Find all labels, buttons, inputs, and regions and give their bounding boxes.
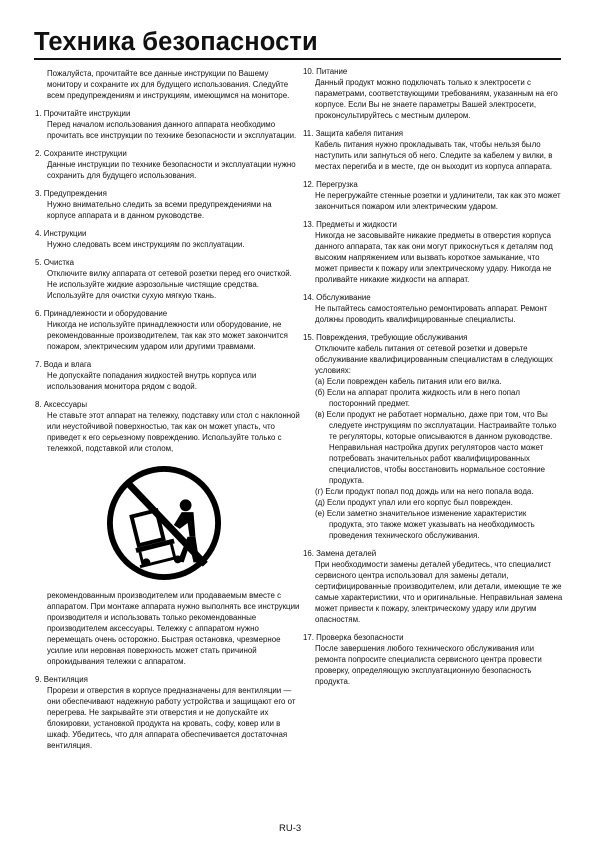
section-title: 13. Предметы и жидкости	[303, 220, 397, 229]
section-body: Отключите вилку аппарата от сетевой розетки перед его очисткой. Не используйте жидкие аэрозольные чистящие средства. Используйте для очистки сухую мягкую ткань.	[47, 269, 292, 300]
section-title: 14. Обслуживание	[303, 293, 371, 302]
section-title: 6. Принадлежности и оборудование	[35, 309, 168, 318]
right-column	[303, 66, 563, 694]
page-number: RU-3	[279, 823, 302, 834]
section-power-cord-protection	[303, 128, 563, 172]
section-overloading	[303, 179, 563, 212]
section-cleaning	[35, 257, 300, 301]
list-item: (д) Если продукт упал или его корпус был поврежден.	[315, 498, 513, 507]
section-body: Не пытайтесь самостоятельно ремонтировать аппарат. Ремонт должны проводить квалифицированные специалисты.	[315, 304, 548, 324]
section-keep-instructions	[35, 148, 300, 181]
section-water-moisture	[35, 359, 300, 392]
section-accessories	[35, 399, 300, 582]
section-title: 7. Вода и влага	[35, 360, 92, 369]
section-title: 4. Инструкции	[35, 229, 87, 238]
left-column	[35, 66, 300, 758]
list-item: (б) Если на аппарат пролита жидкость или в него попал посторонний предмет.	[315, 388, 520, 408]
section-body: Не допускайте попадания жидкостей внутрь корпуса или использования монитора рядом с водой.	[47, 371, 257, 391]
cart-tip-over-warning-icon	[105, 464, 223, 582]
section-objects-liquids	[303, 219, 563, 285]
section-body: После завершения любого технического обслуживания или ремонта попросите специалиста сервисного центра провести проверку, определяющую эксплуатационную безопасность продукта.	[315, 644, 542, 686]
section-body: Не перегружайте стенные розетки и удлинители, так как это может закончиться пожаром или электрическим ударом.	[315, 191, 561, 211]
section-body: Данные инструкции по технике безопасности и эксплуатации нужно сохранить для будущего использования.	[47, 160, 296, 180]
list-item: (г) Если продукт попал под дождь или на него попала вода.	[315, 487, 534, 496]
section-title: 10. Питание	[303, 67, 348, 76]
section-body: Отключите кабель питания от сетевой розетки и доверьте обслуживание квалифицированным специалистам в следующих условиях:	[315, 344, 553, 375]
section-title: 17. Проверка безопасности	[303, 633, 404, 642]
section-instructions	[35, 228, 300, 250]
damage-conditions-list	[315, 376, 563, 541]
section-attachments	[35, 308, 300, 352]
section-title: 15. Повреждения, требующие обслуживания	[303, 333, 468, 342]
section-title: 11. Защита кабеля питания	[303, 129, 404, 138]
section-safety-check	[303, 632, 563, 687]
section-title: 2. Сохраните инструкции	[35, 149, 127, 158]
section-ventilation	[35, 674, 300, 751]
list-item: (а) Если поврежден кабель питания или его вилка.	[315, 377, 502, 386]
section-body: Нужно внимательно следить за всеми предупреждениями на корпусе аппарата и в данном руководстве.	[47, 200, 272, 220]
page-title: Техника безопасности	[34, 28, 318, 56]
section-body: Перед началом использования данного аппарата необходимо прочитать все инструкции по технике безопасности и эксплуатации.	[47, 120, 297, 140]
section-body: Не ставьте этот аппарат на тележку, подставку или стол с наклонной или неустойчивой поверхностью, так как он может упасть, что приведет к его серьезному повреждению. Используйте только с тележкой, подставкой или столом,	[47, 411, 300, 453]
section-accessories-continued: рекомендованным производителем или продаваемым вместе с аппаратом. При монтаже аппарата нужно выполнять все инструкции производителя и использовать только рекомендованные производителем аксессуары. Тележку с аппаратом нужно перемещать очень осторожно. Быстрая остановка, чрезмерное усилие или неровная поверхность может стать причиной опрокидывания тележки с аппаратом.	[47, 591, 300, 666]
section-title: 8. Аксессуары	[35, 400, 88, 409]
section-power	[303, 66, 563, 121]
section-body: При необходимости замены деталей убедитесь, что специалист сервисного центра использовал для замены детали, сертифицированные производителем, или детали, имеющие те же самые характеристики, что и оригинальные. Неправильная замена может привести к пожару, электрическому удару или другим опасностям.	[315, 560, 563, 624]
section-body: Никогда не используйте принадлежности или оборудование, не рекомендованные производителем, так как это может закончится пожаром, электрическим ударом или другими травмами.	[47, 320, 288, 351]
intro-paragraph: Пожалуйста, прочитайте все данные инструкции по Вашему монитору и сохраните их для будущего использования. Следуйте всем предупреждениям и инструкциям, имеющимся на мониторе.	[47, 69, 290, 100]
section-title: 3. Предупреждения	[35, 189, 107, 198]
section-body: Никогда не засовывайте никакие предметы в отверстия корпуса данного аппарата, так как они могут прикоснуться к деталям под высоким напряжением или вызвать короткое замыкание, что может привести к пожару или электрическому удару. Никогда не проливайте никакие жидкости на аппарат.	[315, 231, 553, 284]
section-warnings	[35, 188, 300, 221]
section-title: 16. Замена деталей	[303, 549, 377, 558]
section-damage-requiring-service	[303, 332, 563, 541]
section-title: 9. Вентиляция	[35, 675, 88, 684]
section-title: 12. Перегрузка	[303, 180, 358, 189]
section-servicing	[303, 292, 563, 325]
section-body: Прорези и отверстия в корпусе предназначены для вентиляции — они обеспечивают надежную работу устройства и защищают его от перегрева. Не закрывайте эти отверстия и не допускайте их блокировки, установкой продукта на кровать, софу, ковер или в шкаф. Убедитесь, что для аппарата обеспечивается достаточная вентиляция.	[47, 686, 296, 750]
section-body: Кабель питания нужно прокладывать так, чтобы нельзя было наступить или запнуться об него. Следите за кабелем у вилки, в местах перегиба и в месте, где он выходит из корпуса аппарата.	[315, 140, 553, 171]
list-item: (е) Если заметно значительное изменение характеристик продукта, это также может указывать на необходимость проведения технического обслуживания.	[315, 509, 535, 540]
section-title: 5. Очистка	[35, 258, 75, 267]
section-title: 1. Прочитайте инструкции	[35, 109, 131, 118]
list-item: (в) Если продукт не работает нормально, даже при том, что Вы следуете инструкциям по эксплуатации. Настраивайте только те регуляторы, которые описываются в данном руководстве. Неправильная настройка других регуляторов часто может потребовать значительных работ квалифицированных специалистов, чтобы восстановить нормальное состояние продукта.	[315, 410, 557, 485]
section-body: Нужно следовать всем инструкциям по эксплуатации.	[47, 240, 245, 249]
section-body: Данный продукт можно подключать только к электросети с параметрами, соответствующими требованиям, указанным на его корпусе. Если Вы не знаете параметры Вашей электросети, проконсультируйтесь с местным дилером.	[315, 78, 558, 120]
title-divider	[34, 58, 561, 60]
section-replacement-parts	[303, 548, 563, 625]
section-read-instructions	[35, 108, 300, 141]
